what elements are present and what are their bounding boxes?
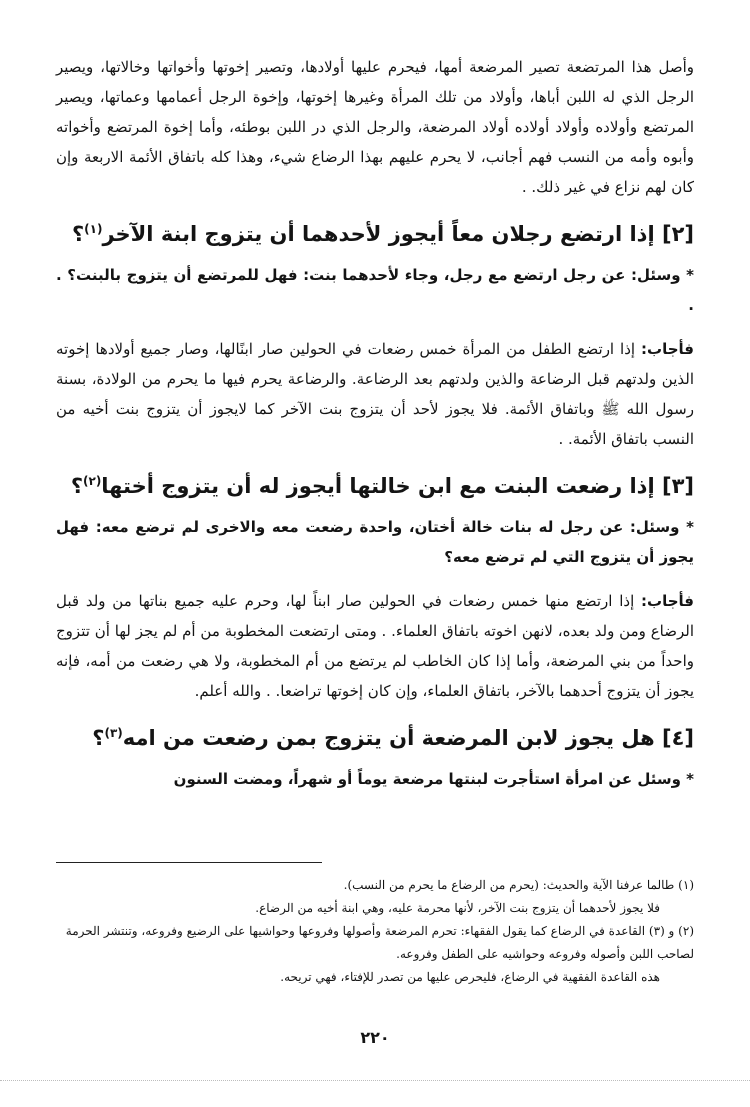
footnote-2-3-continuation: هذه القاعدة الفقهية في الرضاع، فليحرص عليها من تصدر للإفتاء، فهي تريحه. <box>280 970 660 984</box>
section-4-question: * وسئل عن امرأة استأجرت لبنتها مرضعة يوماً أو شهراً، ومضت السنون <box>173 770 694 788</box>
section-3-answer-text: إذا ارتضع منها خمس رضعات في الحولين صار ابناً لها، وحرم عليه جميع بناتها من ولد قبل الرضاع ومن ولد بعده، لانهن اخوته باتفاق العلماء. . ومتى ارتضعت المخطوبة من أم لم يجز لها أن تتزوج واحداً من بني المرضعة، وأما إذا كان الخاطب لم يرتضع من أم المخطوبة، ولا هي رضعت من أمه، فإنه يجوز أن يتزوج أحدهما بالآخر، باتفاق العلماء، وإن كان إخوتها تراضعا. . والله أعلم. <box>56 592 694 700</box>
footnote-2-3: (٢) و (٣) القاعدة في الرضاع كما يقول الفقهاء: تحرم المرضعة وأصولها وفروعها وحواشيها على الرضيع وفروعه، وتنتشر الحرمة لصاحب اللبن وأصوله وفروعه وحواشيه على الطفل وفروعه. <box>65 924 694 961</box>
section-3-answer <box>56 586 694 706</box>
footnote-1-continuation: فلا يجوز لأحدهما أن يتزوج بنت الآخر، لأنها محرمة عليه، وهي ابنة أخيه من الرضاع. <box>255 901 660 915</box>
footnote-1: (١) طالما عرفنا الآية والحديث: (يحرم من الرضاع ما يحرم من النسب). <box>343 878 694 892</box>
section-2-answer-text: إذا ارتضع الطفل من المرأة خمس رضعات في الحولين صار ابنًالها، وصار جميع أولادها إخوته الذين ولدتهم قبل الرضاعة والذين ولدتهم بعد الرضاعة. والرضاعة يحرم فيها ما يحرم من الولادة، بسنة رسول الله ﷺ وباتفاق الأئمة. فلا يجوز لأحد أن يتزوج بنت الآخر كما لايجوز أن يتزوج بنت أخيه من النسب باتفاق الأئمة. . <box>56 340 694 448</box>
page-number: ٢٢٠ <box>360 1028 390 1047</box>
section-2-question: * وسئل: عن رجل ارتضع مع رجل، وجاء لأحدهما بنت: فهل للمرتضع أن يتزوج بالبنت؟ . . <box>56 266 694 314</box>
section-2-heading <box>56 216 694 252</box>
section-3-question: * وسئل: عن رجل له بنات خالة أختان، واحدة رضعت معه والاخرى لم ترضع معه: فهل يجوز أن يتزوج التي لم ترضع معه؟ <box>56 518 694 566</box>
scan-edge-divider <box>0 1080 750 1081</box>
section-4-heading-text: [٤] هل يجوز لابن المرضعة أن يتزوج بمن رضعت من امه <box>122 726 694 750</box>
section-2-answer-label: فأجاب: <box>641 340 694 358</box>
section-4-footnote-ref[interactable]: (٣) <box>104 726 123 740</box>
section-3-question-mark: ؟ <box>70 474 83 498</box>
page-body <box>56 52 694 808</box>
section-4-heading <box>56 720 694 756</box>
footnote-separator <box>56 862 322 863</box>
section-3-heading-text: [٣] إذا رضعت البنت مع ابن خالتها أيجوز له أن يتزوج أختها <box>101 474 694 498</box>
intro-paragraph: وأصل هذا المرتضعة تصير المرضعة أمها، فيحرم عليها أولادها، وتصير إخوتها وأخواتها وخالاتها، ويصير الرجل الذي له اللبن أباها، وأولاد من تلك المرأة وغيرها إخوتها، وإخوة الرجل أعمامها وعماتها، ويصير المرتضع وأولاده وأولاد أولاده أولاد المرضعة، والرجل الذي در اللبن بوطئه، وأما إخوة المرتضع وأخواته وأبوه وأمه من النسب فهم أجانب، لا يحرم عليهم بهذا الرضاع شيء، وهذا كله باتفاق الأئمة الاربعة وإن كان لهم نزاع في غير ذلك. . <box>56 58 694 196</box>
section-2-heading-text: [٢] إذا ارتضع رجلان معاً أيجوز لأحدهما أن يتزوج ابنة الآخر <box>102 222 694 246</box>
section-3-heading <box>56 468 694 504</box>
section-3-answer-label: فأجاب: <box>641 592 694 610</box>
section-3-footnote-ref[interactable]: (٢) <box>83 474 102 488</box>
section-2-footnote-ref[interactable]: (١) <box>84 222 103 236</box>
section-2-question-mark: ؟ <box>71 222 85 246</box>
section-2-answer <box>56 334 694 454</box>
section-4-question-mark: ؟ <box>92 726 105 750</box>
footnotes <box>56 874 694 989</box>
